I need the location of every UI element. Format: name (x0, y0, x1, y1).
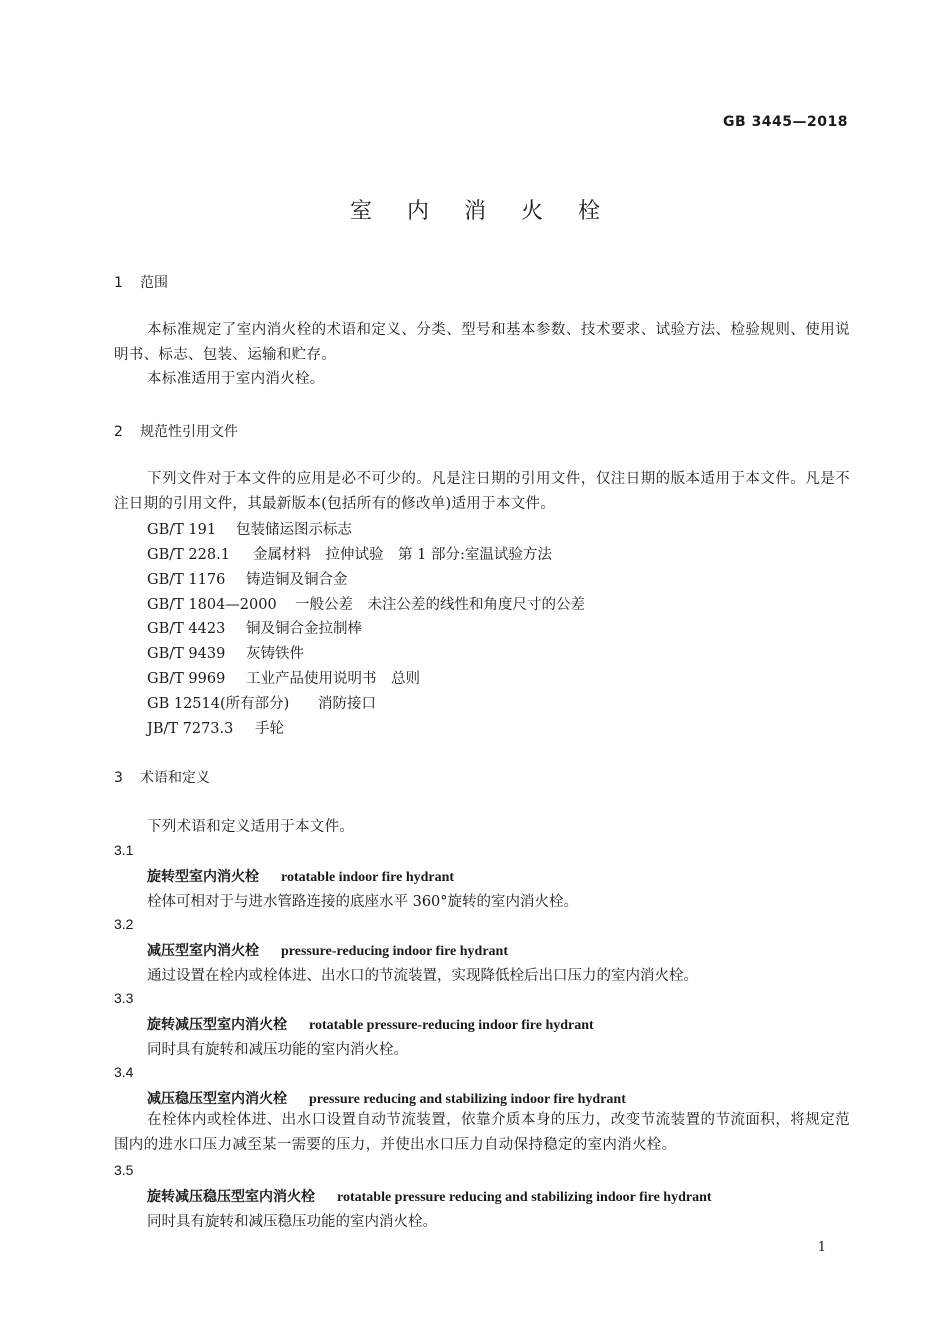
clause-number: 3.4 (114, 1064, 134, 1080)
term-en: rotatable indoor fire hydrant (281, 870, 455, 885)
reference-item (147, 692, 376, 713)
reference-title: 铜及铜合金拉制棒 (246, 621, 362, 637)
term-definition: 在栓体内或栓体进、出水口设置自动节流装置，依靠介质本身的压力，改变节流装置的节流面积，将规定范围内的进水口压力减至某一需要的压力，并使出水口压力自动保持稳定的室内消火栓。 (114, 1112, 850, 1153)
section-title: 术语和定义 (140, 770, 210, 786)
reference-title: 灰铸铁件 (246, 646, 304, 662)
section-title: 规范性引用文件 (140, 424, 238, 440)
scope-paragraph-1: 本标准规定了室内消火栓的术语和定义、分类、型号和基本参数、技术要求、试验方法、检验规则、使用说明书、标志、包装、运输和贮存。 (114, 322, 850, 363)
clause-number: 3.3 (114, 990, 134, 1006)
term-zh: 减压稳压型室内消火栓 (147, 1091, 287, 1107)
term-heading (147, 1014, 594, 1034)
reference-code: JB/T 7273.3 (147, 721, 234, 737)
reference-title: 手轮 (255, 721, 284, 737)
reference-title: 包装储运图示标志 (236, 522, 352, 538)
reference-item (147, 617, 362, 638)
document-title: 室 内 消 火 栓 (350, 199, 614, 224)
section-1-heading (114, 272, 168, 292)
section-2-heading (114, 421, 238, 441)
section-title: 范围 (140, 275, 168, 291)
reference-code: GB/T 1804—2000 (147, 597, 277, 613)
term-zh: 旋转减压型室内消火栓 (147, 1017, 287, 1033)
term-zh: 旋转型室内消火栓 (147, 869, 259, 885)
term-heading (147, 866, 454, 886)
reference-item (147, 568, 348, 589)
reference-title: 铸造铜及铜合金 (246, 572, 348, 588)
section-number: 2 (114, 424, 123, 440)
reference-title: 消防接口 (318, 696, 376, 712)
term-zh: 旋转减压稳压型室内消火栓 (147, 1189, 315, 1205)
references-intro: 下列文件对于本文件的应用是必不可少的。凡是注日期的引用文件，仅注日期的版本适用于本文件。凡是不注日期的引用文件，其最新版本(包括所有的修改单)适用于本文件。 (114, 471, 850, 512)
term-heading (147, 1186, 712, 1206)
scope-paragraph-2: 本标准适用于室内消火栓。 (147, 371, 325, 387)
clause-number: 3.2 (114, 916, 134, 932)
reference-code: GB/T 191 (147, 522, 217, 538)
reference-code: GB/T 1176 (147, 572, 226, 588)
reference-code: GB/T 228.1 (147, 547, 230, 563)
term-en: pressure-reducing indoor fire hydrant (281, 944, 509, 959)
term-heading (147, 940, 508, 960)
reference-code: GB/T 9439 (147, 646, 226, 662)
reference-code: GB/T 9969 (147, 671, 226, 687)
terms-intro: 下列术语和定义适用于本文件。 (147, 819, 355, 835)
standard-number: GB 3445—2018 (723, 114, 848, 130)
clause-number: 3.5 (114, 1162, 134, 1178)
reference-item (147, 518, 352, 539)
reference-title: 金属材料 拉伸试验 第 1 部分:室温试验方法 (253, 547, 552, 563)
reference-item (147, 543, 552, 564)
section-number: 3 (114, 770, 123, 786)
section-3-heading (114, 767, 210, 787)
term-definition: 栓体可相对于与进水管路连接的底座水平 360°旋转的室内消火栓。 (147, 894, 579, 910)
term-en: rotatable pressure-reducing indoor fire hydrant (309, 1018, 594, 1033)
reference-item (147, 593, 585, 614)
reference-item (147, 717, 284, 738)
term-zh: 减压型室内消火栓 (147, 943, 259, 959)
clause-number: 3.1 (114, 842, 134, 858)
reference-code: GB/T 4423 (147, 621, 226, 637)
term-definition: 通过设置在栓内或栓体进、出水口的节流装置，实现降低栓后出口压力的室内消火栓。 (147, 968, 698, 984)
reference-title: 一般公差 未注公差的线性和角度尺寸的公差 (295, 597, 585, 613)
term-en: pressure reducing and stabilizing indoor fire hydrant (309, 1092, 626, 1107)
section-number: 1 (114, 275, 123, 291)
reference-code: GB 12514(所有部分) (147, 696, 290, 712)
term-en: rotatable pressure reducing and stabilizing indoor fire hydrant (337, 1190, 712, 1205)
reference-title: 工业产品使用说明书 总则 (246, 671, 420, 687)
term-definition: 同时具有旋转和减压功能的室内消火栓。 (147, 1042, 408, 1058)
page-number: 1 (817, 1240, 826, 1255)
reference-item (147, 642, 304, 663)
term-definition: 同时具有旋转和减压稳压功能的室内消火栓。 (147, 1214, 437, 1230)
term-heading (147, 1088, 626, 1108)
reference-item (147, 667, 420, 688)
